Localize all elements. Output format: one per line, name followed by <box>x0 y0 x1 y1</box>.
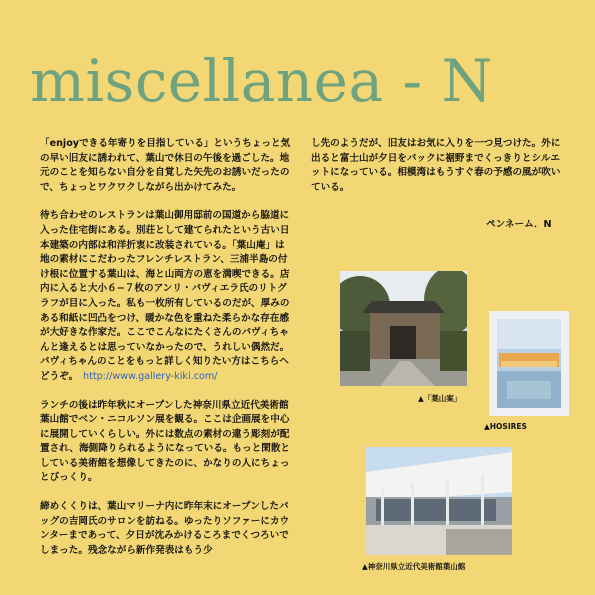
paragraph-salon: 締めくくりは、葉山マリーナ内に昨年末にオープンしたバッグの吉岡氏のサロンを訪ねる。ゆったりソファーにカウンターまであって、夕日が沈みかけるころまでくつろいでしまった。残念ながら新作発表はもう少 <box>40 501 290 556</box>
artwork-caption: ▲HOSIRES <box>484 422 527 431</box>
museum-caption: ▲神奈川県立近代美術館葉山館 <box>362 562 466 571</box>
house-caption: ▲「葉山案」 <box>418 394 462 403</box>
artwork-photo <box>489 311 569 416</box>
author-signature: ペンネーム．N <box>486 219 552 230</box>
museum-photo <box>366 447 512 555</box>
paragraph-museum: ランチの後は昨年秋にオープンした神奈川県立近代美術館葉山館でベン・ニコルソン展を観る。ここは企画展を中心に展開していくらしい。外には数点の素材の違う彫刻が配置され、海側降りられるようになっている。もっと閑散としている美術館を想像してきたのに、かなりの人にちょっとびっくり。 <box>40 399 291 484</box>
right-column <box>311 137 561 209</box>
left-column <box>40 137 292 572</box>
paragraph-continued: し先のようだが、旧友はお気に入りを一つ見つけた。外に出ると富士山が夕日をバックに裾野までくっきりとシルエットになっている。相模湾はもうすぐ春の予感の風が吹いている。 <box>311 138 561 193</box>
paragraph-intro: 「enjoyできる年寄りを目指している」というちょっと気の早い旧友に誘われて、葉山で休日の午後を過ごした。地元のことを知らない自分を自覚した矢先のお誘いだったので、ちょっとワクワクしながら出かけてみた。 <box>40 138 291 193</box>
house-photo <box>340 271 467 386</box>
page-title: miscellanea - N <box>30 47 493 115</box>
restaurant-text: 待ち合わせのレストランは葉山御用邸前の国道から脇道に入った住宅街にある。別荘として建てられたという古い日本建築の内部は和洋折衷に改装されている。「葉山庵」は地の素材にこだわったフレンチレストラン、三浦半島の付け根に位置する葉山は、海と山両方の恵を満喫できる。店内に入ると大小６−７枚のアンリ・バヴィエラ氏のリトグラフが目に入った。私も一枚所有しているのだが、厚みのある和紙に凹凸をつけ、暖かな色を重ねた柔らかな存在感が大好きな作家だ。ここでこんなにたくさんのバヴィちゃんと逢えるとは思っていなかったので、うれしい偶然だ。バヴィちゃんのことをもっと詳しく知りたい方はこちらへどうぞ。 <box>40 210 290 382</box>
gallery-link[interactable]: http://www.gallery-kiki.com/ <box>82 370 218 382</box>
paragraph-restaurant <box>40 209 292 384</box>
